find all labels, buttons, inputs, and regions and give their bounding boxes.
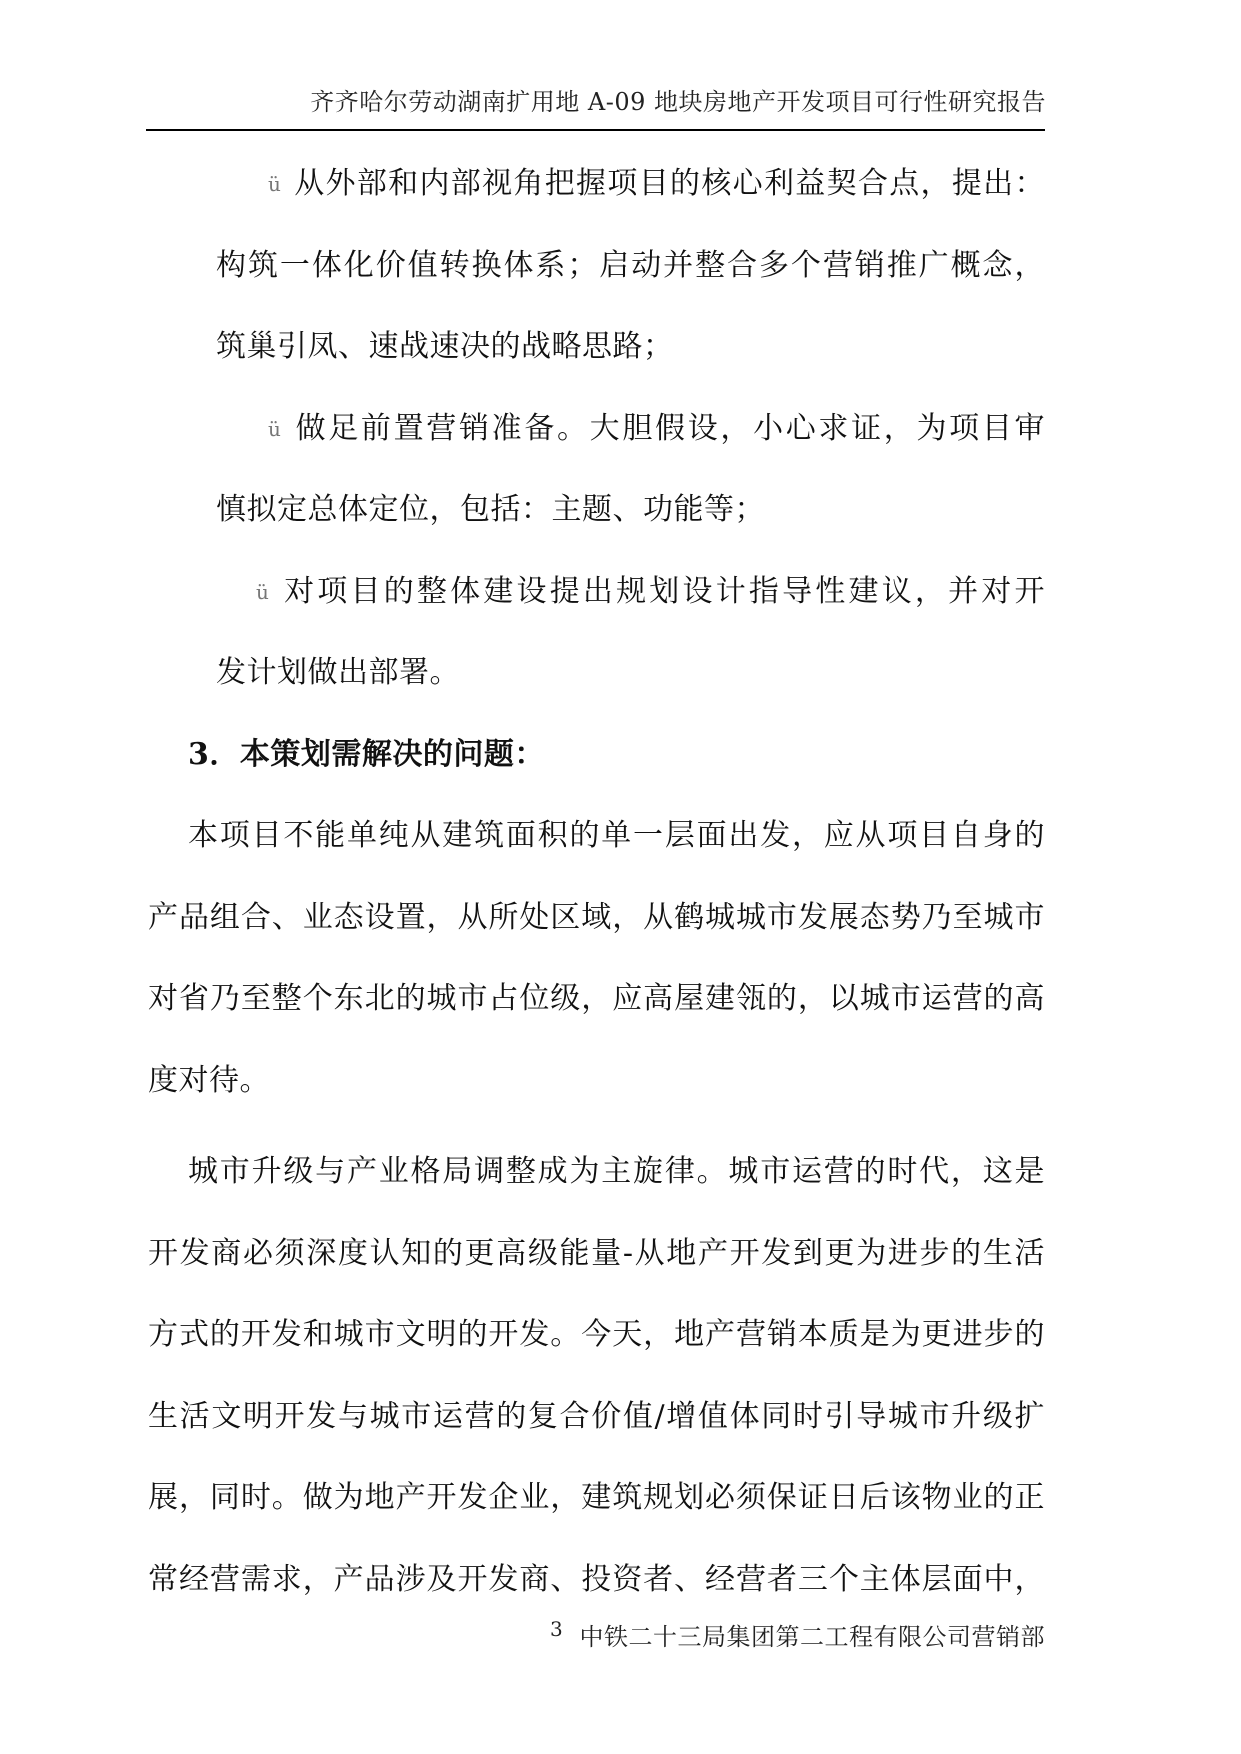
running-header: 齐齐哈尔劳动湖南扩用地 A-09 地块房地产开发项目可行性研究报告 xyxy=(310,88,1046,116)
page-body xyxy=(148,143,1045,1620)
paragraph-2-line-2: 开发商必须深度认知的更高级能量-从地产开发到更为进步的生活 xyxy=(148,1235,1045,1271)
checkmark-bullet-icon: ü xyxy=(256,579,270,604)
paragraph-2-line-4: 生活文明开发与城市运营的复合价值/增值体同时引导城市升级扩 xyxy=(148,1398,1045,1434)
footer-organization: 中铁二十三局集团第二工程有限公司营销部 xyxy=(579,1623,1045,1651)
paragraph-2-line-6: 常经营需求，产品涉及开发商、投资者、经营者三个主体层面中， xyxy=(148,1561,1045,1597)
bullet-item-3-line-2: 发计划做出部署。 xyxy=(216,655,460,690)
paragraph-1-line-4: 度对待。 xyxy=(148,1062,270,1098)
checkmark-bullet-icon: ü xyxy=(268,172,282,196)
section-heading: 3．本策划需解决的问题： xyxy=(188,736,545,772)
bullet-item-1-line-3: 筑巢引凤、速战速决的战略思路； xyxy=(216,329,674,364)
bullet-item-1-line-1: ü 从外部和内部视角把握项目的核心利益契合点，提出： xyxy=(148,143,1045,225)
paragraph-2-line-1: 城市升级与产业格局调整成为主旋律。城市运营的时代，这是 xyxy=(188,1154,1045,1189)
paragraph-2-line-5: 展，同时。做为地产开发企业，建筑规划必须保证日后该物业的正 xyxy=(148,1480,1045,1515)
page-footer xyxy=(0,1617,1241,1657)
page-number: 3 xyxy=(550,1617,563,1641)
paragraph-2-line-3: 方式的开发和城市文明的开发。今天，地产营销本质是为更进步的 xyxy=(148,1317,1045,1352)
bullet-item-2-line-1: ü 做足前置营销准备。大胆假设，小心求证，为项目审 xyxy=(148,388,1045,470)
bullet-item-2-line-2: 慎拟定总体定位，包括：主题、功能等； xyxy=(216,492,765,527)
bullet-item-3-line-1: ü 对项目的整体建设提出规划设计指导性建议，并对开 xyxy=(148,551,1045,633)
header-divider xyxy=(146,129,1045,131)
bullet-item-1-line-2: 构筑一体化价值转换体系；启动并整合多个营销推广概念， xyxy=(216,247,1045,283)
paragraph-1-line-1: 本项目不能单纯从建筑面积的单一层面出发，应从项目自身的 xyxy=(188,818,1045,853)
paragraph-1-line-2: 产品组合、业态设置，从所处区域，从鹤城城市发展态势乃至城市 xyxy=(148,899,1045,935)
checkmark-bullet-icon: ü xyxy=(268,416,282,441)
paragraph-1-line-3: 对省乃至整个东北的城市占位级，应高屋建瓴的，以城市运营的高 xyxy=(148,981,1045,1016)
